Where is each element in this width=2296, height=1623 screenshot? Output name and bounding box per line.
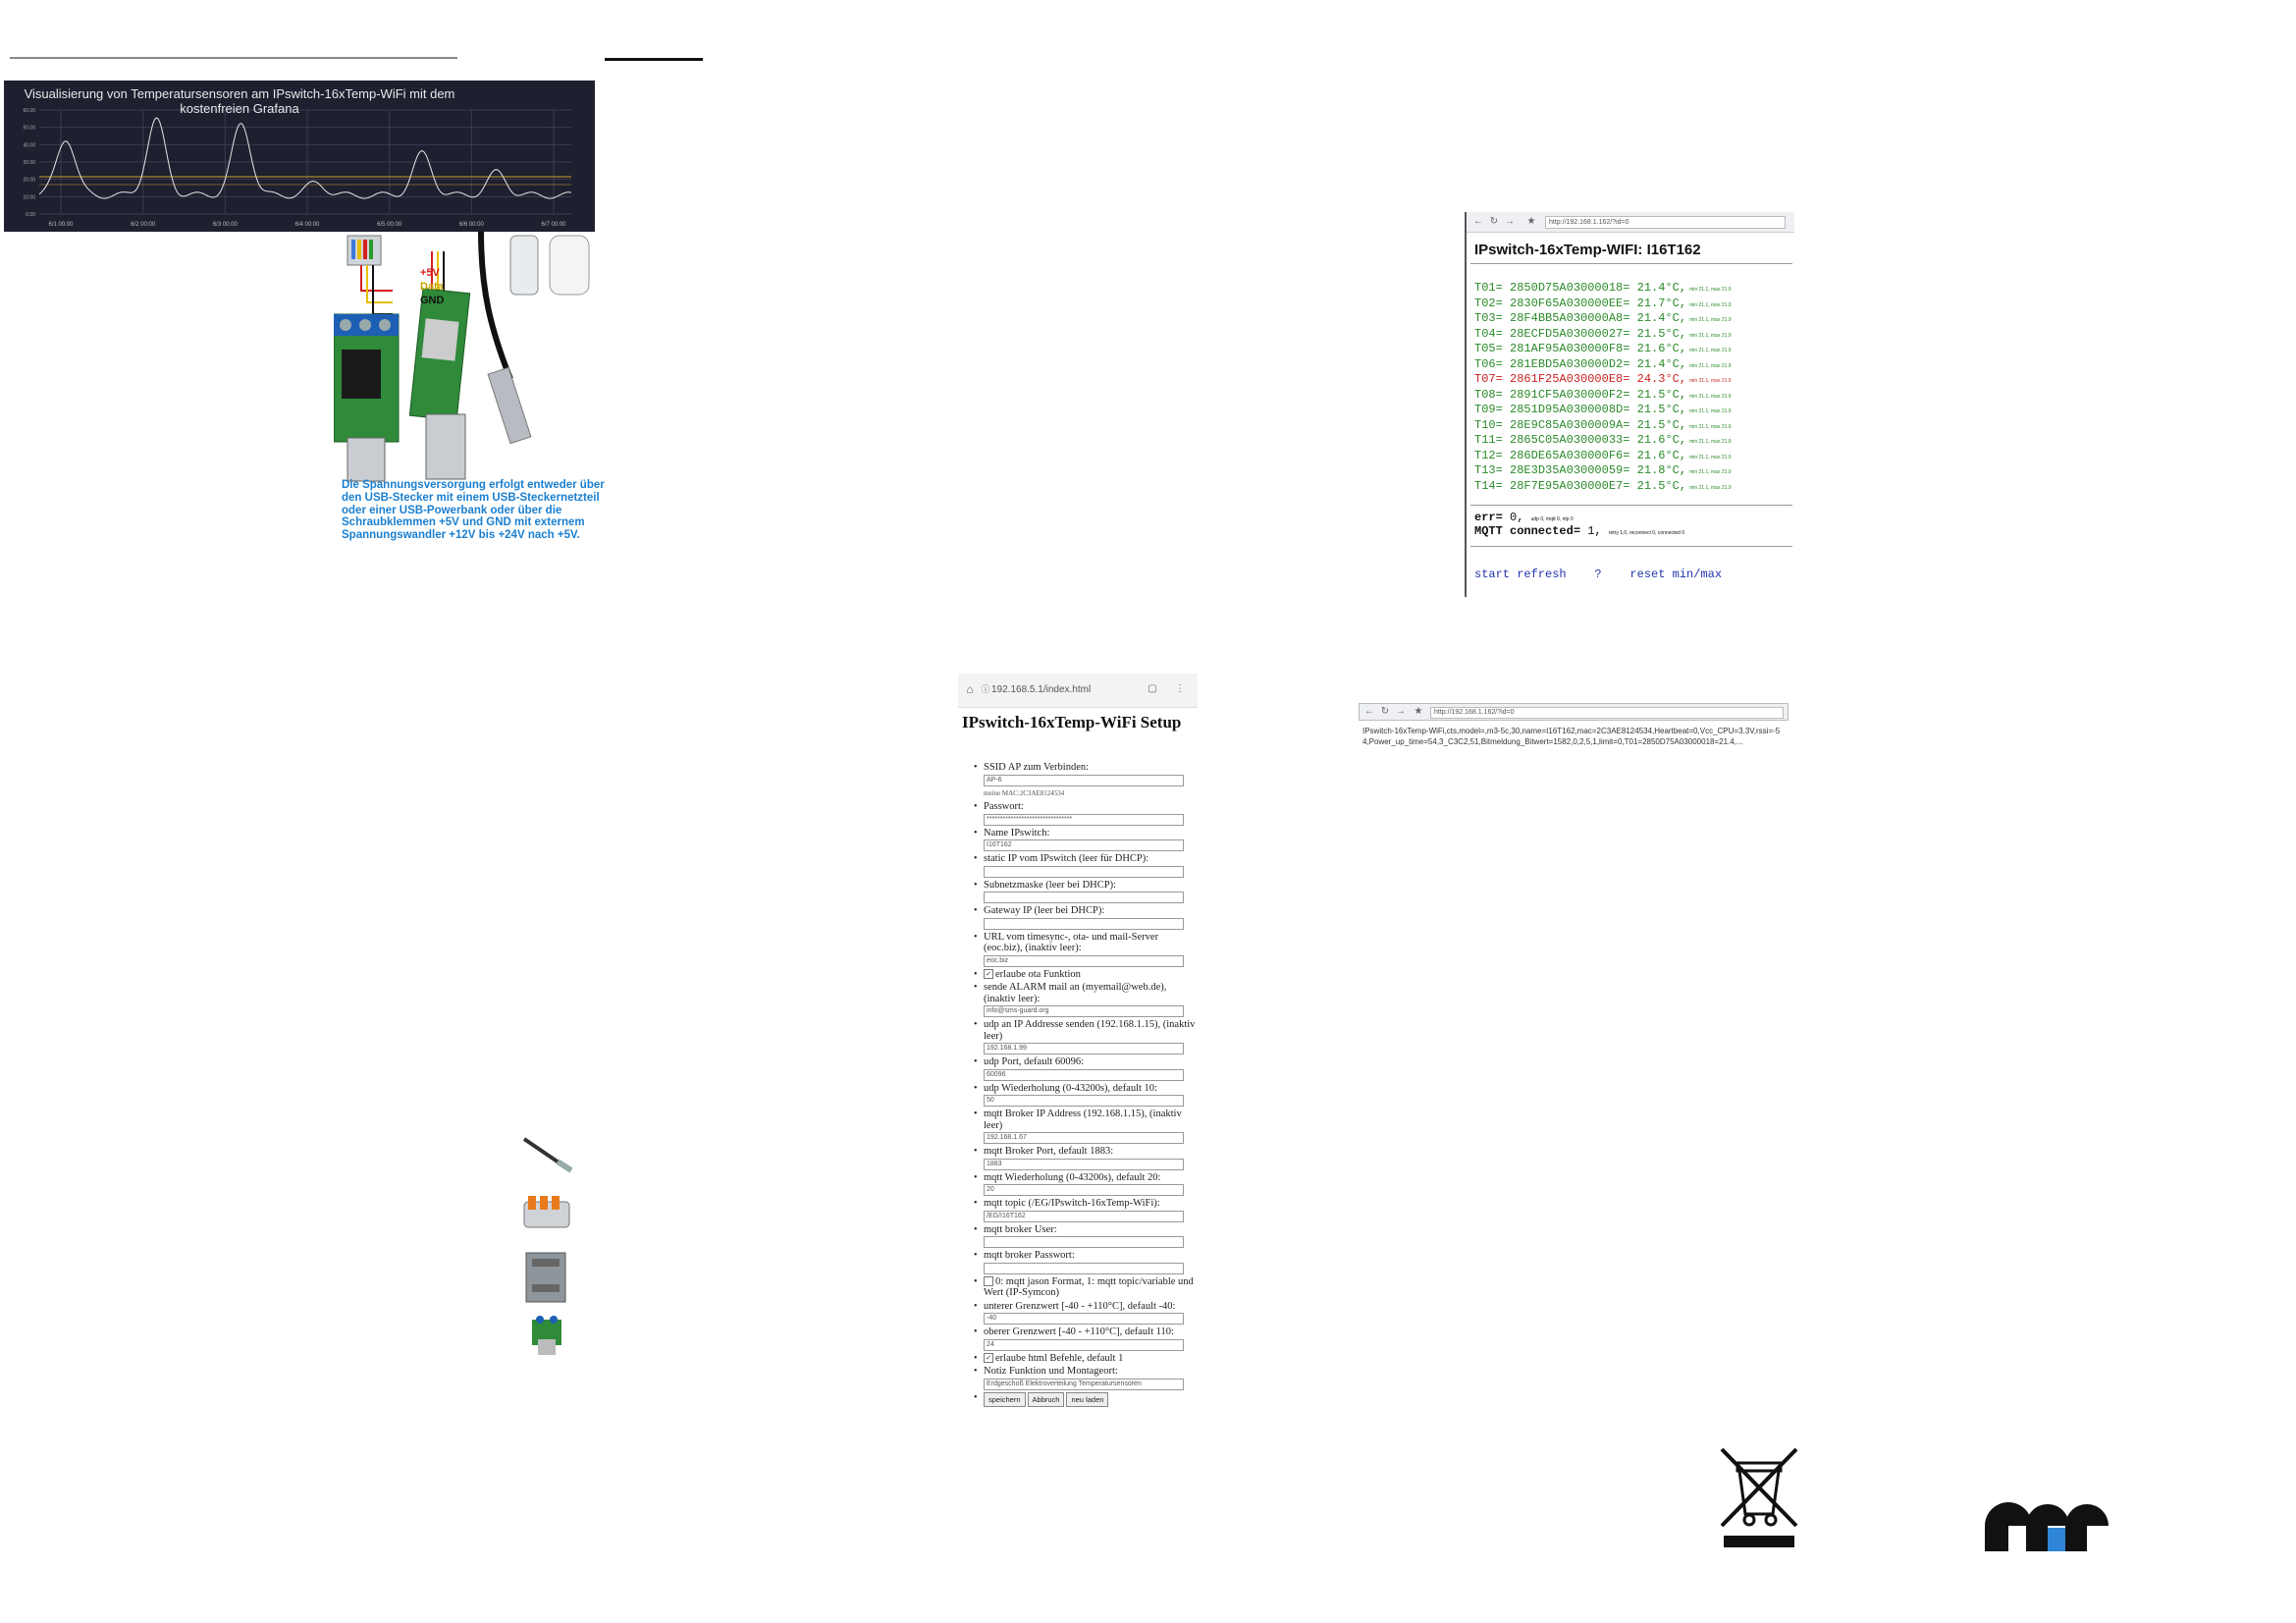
field-label: mqtt broker Passwort: [984,1250,1075,1261]
reload-button[interactable]: neu laden [1066,1392,1108,1408]
y-tick-label: 10.00 [23,194,35,201]
field-input[interactable]: 50 [984,1095,1184,1107]
field-label: mqtt Broker IP Address (192.168.1.15), (inaktiv leer) [984,1109,1182,1131]
tabs-icon: ▢ [1148,683,1157,694]
setup-page-screenshot [958,674,1198,1549]
sensor-row: T09= 2851D95A0300008D= 21.5°C, min 21.1, max 21.9 [1474,403,1732,416]
field-input[interactable]: ******************************** [984,814,1184,826]
din-terminal-thumbnail [518,1249,575,1298]
setup-field [974,932,1198,967]
reload-icon: ↻ [1489,216,1499,227]
home-icon: ★ [1414,706,1423,717]
divider [1470,546,1792,547]
forward-icon: → [1396,706,1406,717]
x-tick-label: 6/3 00:00 [212,222,238,228]
save-button[interactable]: speichern [984,1392,1026,1408]
sensor-row: T05= 281AF95A030000F8= 21.6°C, min 21.1, max 21.9 [1474,342,1732,355]
setup-field [974,1019,1198,1055]
field-label: URL vom timesync-, ota- und mail-Server (eoc.biz), (inaktiv leer): [984,931,1159,953]
field-label: sende ALARM mail an (myemail@web.de), (inaktiv leer): [984,982,1167,1004]
mqtt-line: MQTT connected= 1, retry 1,0, reconnect 0, connected 0 [1474,524,1685,538]
hardware-photo [334,232,599,483]
setup-field [974,1083,1198,1108]
setup-field [974,1366,1198,1390]
field-label: mqtt Broker Port, default 1883: [984,1146,1114,1157]
field-note: meine MAC:2C3AE8124534 [984,788,1065,797]
field-label: oberer Grenzwert [-40 - +110°C], default 110: [984,1326,1174,1337]
setup-field [974,1198,1198,1222]
y-tick-label: 50.00 [23,125,35,132]
label-5v: +5V [420,267,440,279]
field-label: static IP vom IPswitch (leer für DHCP): [984,853,1149,864]
raw-output-text: IPswitch-16xTemp-WiFi,cts,model=,m3-5c,30,name=I16T162,mac=2C3AE8124534,Heartbeat=0,Vcc_CPU=3.3V,rssi=-54,Power_up_time=54,3_C3C2,51,Bitmeldung_Bitwert=1582,0,2,5,1,limit=0,T01=2850D75A03000018=21.4,... [1362,727,1781,746]
setup-checkbox [974,969,1198,981]
checkbox-label: 0: mqtt jason Format, 1: mqtt topic/variable und Wert (IP-Symcon) [984,1275,1194,1298]
field-input[interactable] [984,1263,1184,1274]
divider [1470,263,1792,264]
status-title: IPswitch-16xTemp-WIFI: I16T162 [1474,242,1701,258]
setup-field [974,1172,1198,1197]
field-input[interactable]: 1883 [984,1159,1184,1170]
address-bar: http://192.168.1.162/?id=0 [1545,216,1786,229]
setup-field [974,1301,1198,1325]
y-tick-label: 40.00 [23,142,35,149]
home-icon: ★ [1526,216,1536,227]
status-links[interactable]: start refresh ? reset min/max [1474,568,1723,581]
cable-sensor-thumbnail [518,1129,575,1178]
setup-field [974,1056,1198,1081]
setup-field [974,1250,1198,1274]
sensor-row: T03= 28F4BB5A030000A8= 21.4°C, min 21.1, max 21.9 [1474,311,1732,325]
wago-clamp-thumbnail [518,1188,575,1237]
cancel-button[interactable]: Abbruch [1028,1392,1065,1408]
address-bar: http://192.168.1.162/?id=0 [1430,707,1784,719]
checkbox[interactable]: ✓ [984,1353,993,1363]
field-label: udp Wiederholung (0-43200s), default 10: [984,1082,1157,1094]
reload-icon: ↻ [1380,706,1390,717]
sensor-row: T01= 2850D75A03000018= 21.4°C, min 21.1, max 21.9 [1474,281,1732,295]
divider [1470,505,1792,506]
field-label: Subnetzmaske (leer bei DHCP): [984,879,1117,891]
sensor-row: T13= 28E3D35A03000059= 21.8°C, min 21.1, max 21.9 [1474,463,1732,477]
field-input[interactable] [984,866,1184,878]
setup-checkbox [974,1276,1198,1299]
weee-symbol [1716,1445,1802,1551]
din-adapter-thumbnail [518,1310,575,1359]
field-label: SSID AP zum Verbinden: [984,762,1090,773]
setup-checkbox [974,1353,1198,1365]
field-input[interactable]: /EG/I16T162 [984,1211,1184,1222]
label-data: Data [420,281,444,293]
setup-field [974,853,1198,878]
checkbox[interactable] [984,1276,993,1286]
x-tick-label: 6/1 00:00 [48,222,74,228]
x-tick-label: 6/5 00:00 [377,222,402,228]
y-tick-label: 60.00 [23,108,35,114]
checkbox[interactable]: ✓ [984,969,993,979]
x-tick-label: 6/2 00:00 [131,222,156,228]
setup-field [974,762,1198,799]
brand-logo [1981,1498,2110,1555]
field-input[interactable]: 192.168.1.67 [984,1132,1184,1144]
field-input[interactable]: 60096 [984,1069,1184,1081]
browser-toolbar [958,674,1198,708]
field-input[interactable]: -40 [984,1313,1184,1325]
forward-icon: → [1505,216,1515,227]
field-label: udp an IP Addresse senden (192.168.1.15), (inaktiv leer) [984,1019,1196,1042]
field-input[interactable]: 24 [984,1339,1184,1351]
info-icon: ⓘ [981,684,990,694]
browser-toolbar [1467,212,1794,233]
err-line: err= 0, udp 0, mqtt 0, ntp 0 [1474,511,1574,524]
browser-toolbar [1359,703,1789,721]
top-rule-short [605,58,703,61]
field-label: mqtt broker User: [984,1223,1057,1235]
setup-field [974,905,1198,930]
raw-output-screenshot [1359,703,1789,772]
back-icon: ← [1364,706,1374,717]
field-label: Name IPswitch: [984,827,1050,839]
sensor-row: T11= 2865C05A03000033= 21.6°C, min 21.1, max 21.9 [1474,433,1732,447]
y-tick-label: 30.00 [23,160,35,166]
menu-icon: ⋮ [1175,683,1185,694]
sensor-row: T04= 28ECFD5A03000027= 21.5°C, min 21.1, max 21.9 [1474,326,1732,341]
sensor-row: T07= 2861F25A030000E8= 24.3°C, min 21.1, max 21.9 [1474,372,1732,386]
field-label: udp Port, default 60096: [984,1056,1085,1067]
power-supply-caption: Die Spannungsversorgung erfolgt entweder über den USB-Stecker mit einem USB-Steckernetzteil oder einer USB-Powerbank oder über die Schraubklemmen +5V und GND mit externem Spannungswandler +12V bis +24V nach +5V. [342,479,605,542]
sensor-row: T12= 286DE65A030000F6= 21.6°C, min 21.1, max 21.9 [1474,448,1732,462]
setup-form [958,762,1198,1409]
x-tick-label: 6/6 00:00 [458,222,484,228]
field-input[interactable] [984,1236,1184,1248]
x-tick-label: 6/7 00:00 [541,222,566,228]
setup-field [974,828,1198,852]
field-label: Notiz Funktion und Montageort: [984,1366,1118,1377]
setup-field [974,1224,1198,1249]
setup-field [974,982,1198,1017]
grafana-title: Visualisierung von Temperatursensoren am IPswitch-16xTemp-WiFi mit dem kostenfreien Grafana [24,86,455,116]
field-label: mqtt Wiederholung (0-43200s), default 20: [984,1171,1161,1183]
sensor-row: T10= 28E9C85A0300009A= 21.5°C, min 21.1, max 21.9 [1474,417,1732,432]
y-tick-label: 20.00 [23,177,35,184]
field-label: Gateway IP (leer bei DHCP): [984,905,1105,916]
field-input[interactable] [984,892,1184,903]
field-input[interactable] [984,918,1184,930]
sensor-row: T02= 2830F65A030000EE= 21.7°C, min 21.1, max 21.9 [1474,296,1732,310]
field-label: unterer Grenzwert [-40 - +110°C], default -40: [984,1300,1176,1312]
setup-field [974,801,1198,826]
temperature-series [39,118,571,198]
x-tick-label: 6/4 00:00 [294,222,320,228]
setup-field [974,880,1198,904]
home-icon: ⌂ [966,682,974,696]
back-icon: ← [1473,216,1483,227]
setup-field [974,1146,1198,1170]
sensor-row: T06= 281EBD5A030000D2= 21.4°C, min 21.1, max 21.9 [1474,356,1732,371]
checkbox-label: erlaube ota Funktion [995,968,1081,980]
field-input[interactable]: eoc.biz [984,955,1184,967]
grafana-chart-screenshot [4,81,595,232]
sensor-row: T08= 2891CF5A030000F2= 21.5°C, min 21.1, max 21.9 [1474,387,1732,402]
field-input[interactable]: info@sms-guard.org [984,1005,1184,1017]
setup-field [974,1326,1198,1351]
field-label: mqtt topic (/EG/IPswitch-16xTemp-WiFi): [984,1198,1160,1209]
y-tick-label: 0.00 [26,212,35,218]
field-input[interactable]: AP-6 [984,775,1184,786]
checkbox-label: erlaube html Befehle, default 1 [995,1352,1124,1364]
label-gnd: GND [420,295,445,306]
status-page-screenshot [1465,212,1794,597]
field-input[interactable]: I16T162 [984,839,1184,851]
setup-buttons [974,1392,1198,1408]
setup-title: IPswitch-16xTemp-WiFi Setup [962,713,1182,731]
top-rule [10,57,457,59]
field-label: Passwort: [984,801,1024,812]
setup-field [974,1109,1198,1144]
notiz-input[interactable]: Erdgeschoß Elektroverteilung Temperatursensoren [984,1379,1184,1390]
address-bar: 192.168.5.1/index.html [991,684,1092,695]
field-input[interactable]: 192.168.1.99 [984,1043,1184,1055]
field-input[interactable]: 20 [984,1184,1184,1196]
sensor-row: T14= 28F7E95A030000E7= 21.5°C, min 21.1, max 21.9 [1474,478,1732,493]
